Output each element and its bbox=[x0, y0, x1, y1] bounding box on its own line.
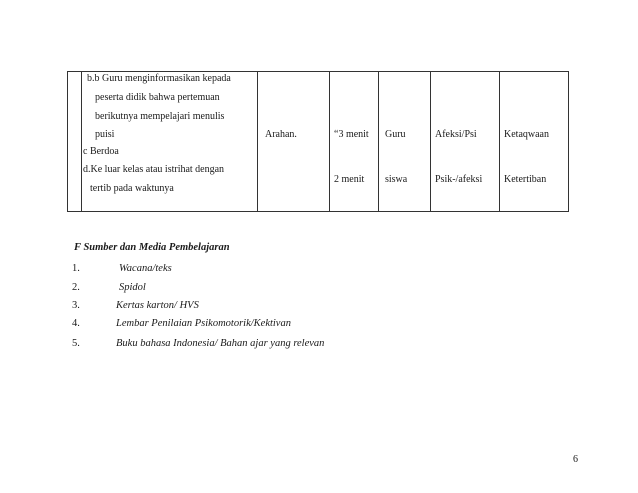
activity-line: peserta didik bahwa pertemuan bbox=[95, 92, 220, 103]
table-col-border bbox=[430, 71, 431, 212]
list-number: 3. bbox=[72, 300, 80, 311]
table-col-border bbox=[499, 71, 500, 212]
method-cell: Arahan. bbox=[265, 129, 297, 140]
activity-line: puisi bbox=[95, 129, 115, 140]
page-number: 6 bbox=[573, 454, 578, 465]
domain-cell: Psik-/afeksi bbox=[435, 174, 483, 185]
activity-line: berikutnya mempelajari menulis bbox=[95, 111, 225, 122]
time-cell: 2 menit bbox=[334, 174, 365, 185]
activity-line: b.b Guru menginformasikan kepada bbox=[87, 73, 231, 84]
actor-cell: siswa bbox=[385, 174, 408, 185]
list-item: Wacana/teks bbox=[119, 263, 172, 274]
list-item: Lembar Penilaian Psikomotorik/Kektivan bbox=[116, 318, 291, 329]
table-col-border bbox=[81, 71, 82, 212]
list-number: 4. bbox=[72, 318, 80, 329]
activity-line: c Berdoa bbox=[83, 146, 119, 157]
table-col-border bbox=[568, 71, 569, 212]
table-col-border bbox=[67, 71, 68, 212]
table-top-border bbox=[67, 71, 569, 72]
domain-cell: Afeksi/Psi bbox=[435, 129, 477, 140]
list-number: 2. bbox=[72, 282, 80, 293]
time-cell: “3 menit bbox=[334, 129, 369, 140]
list-item: Spidol bbox=[119, 282, 146, 293]
activity-line: d.Ke luar kelas atau istrihat dengan bbox=[83, 164, 225, 175]
list-item: Buku bahasa Indonesia/ Bahan ajar yang relevan bbox=[116, 338, 325, 349]
list-number: 5. bbox=[72, 338, 80, 349]
table-bottom-border bbox=[67, 211, 569, 212]
value-cell: Ketaqwaan bbox=[504, 129, 549, 140]
activity-line: tertib pada waktunya bbox=[90, 183, 174, 194]
value-cell: Ketertiban bbox=[504, 174, 547, 185]
table-col-border bbox=[257, 71, 258, 212]
table-col-border bbox=[329, 71, 330, 212]
section-heading: F Sumber dan Media Pembelajaran bbox=[74, 242, 230, 253]
list-number: 1. bbox=[72, 263, 80, 274]
table-col-border bbox=[378, 71, 379, 212]
list-item: Kertas karton/ HVS bbox=[116, 300, 199, 311]
actor-cell: Guru bbox=[385, 129, 406, 140]
